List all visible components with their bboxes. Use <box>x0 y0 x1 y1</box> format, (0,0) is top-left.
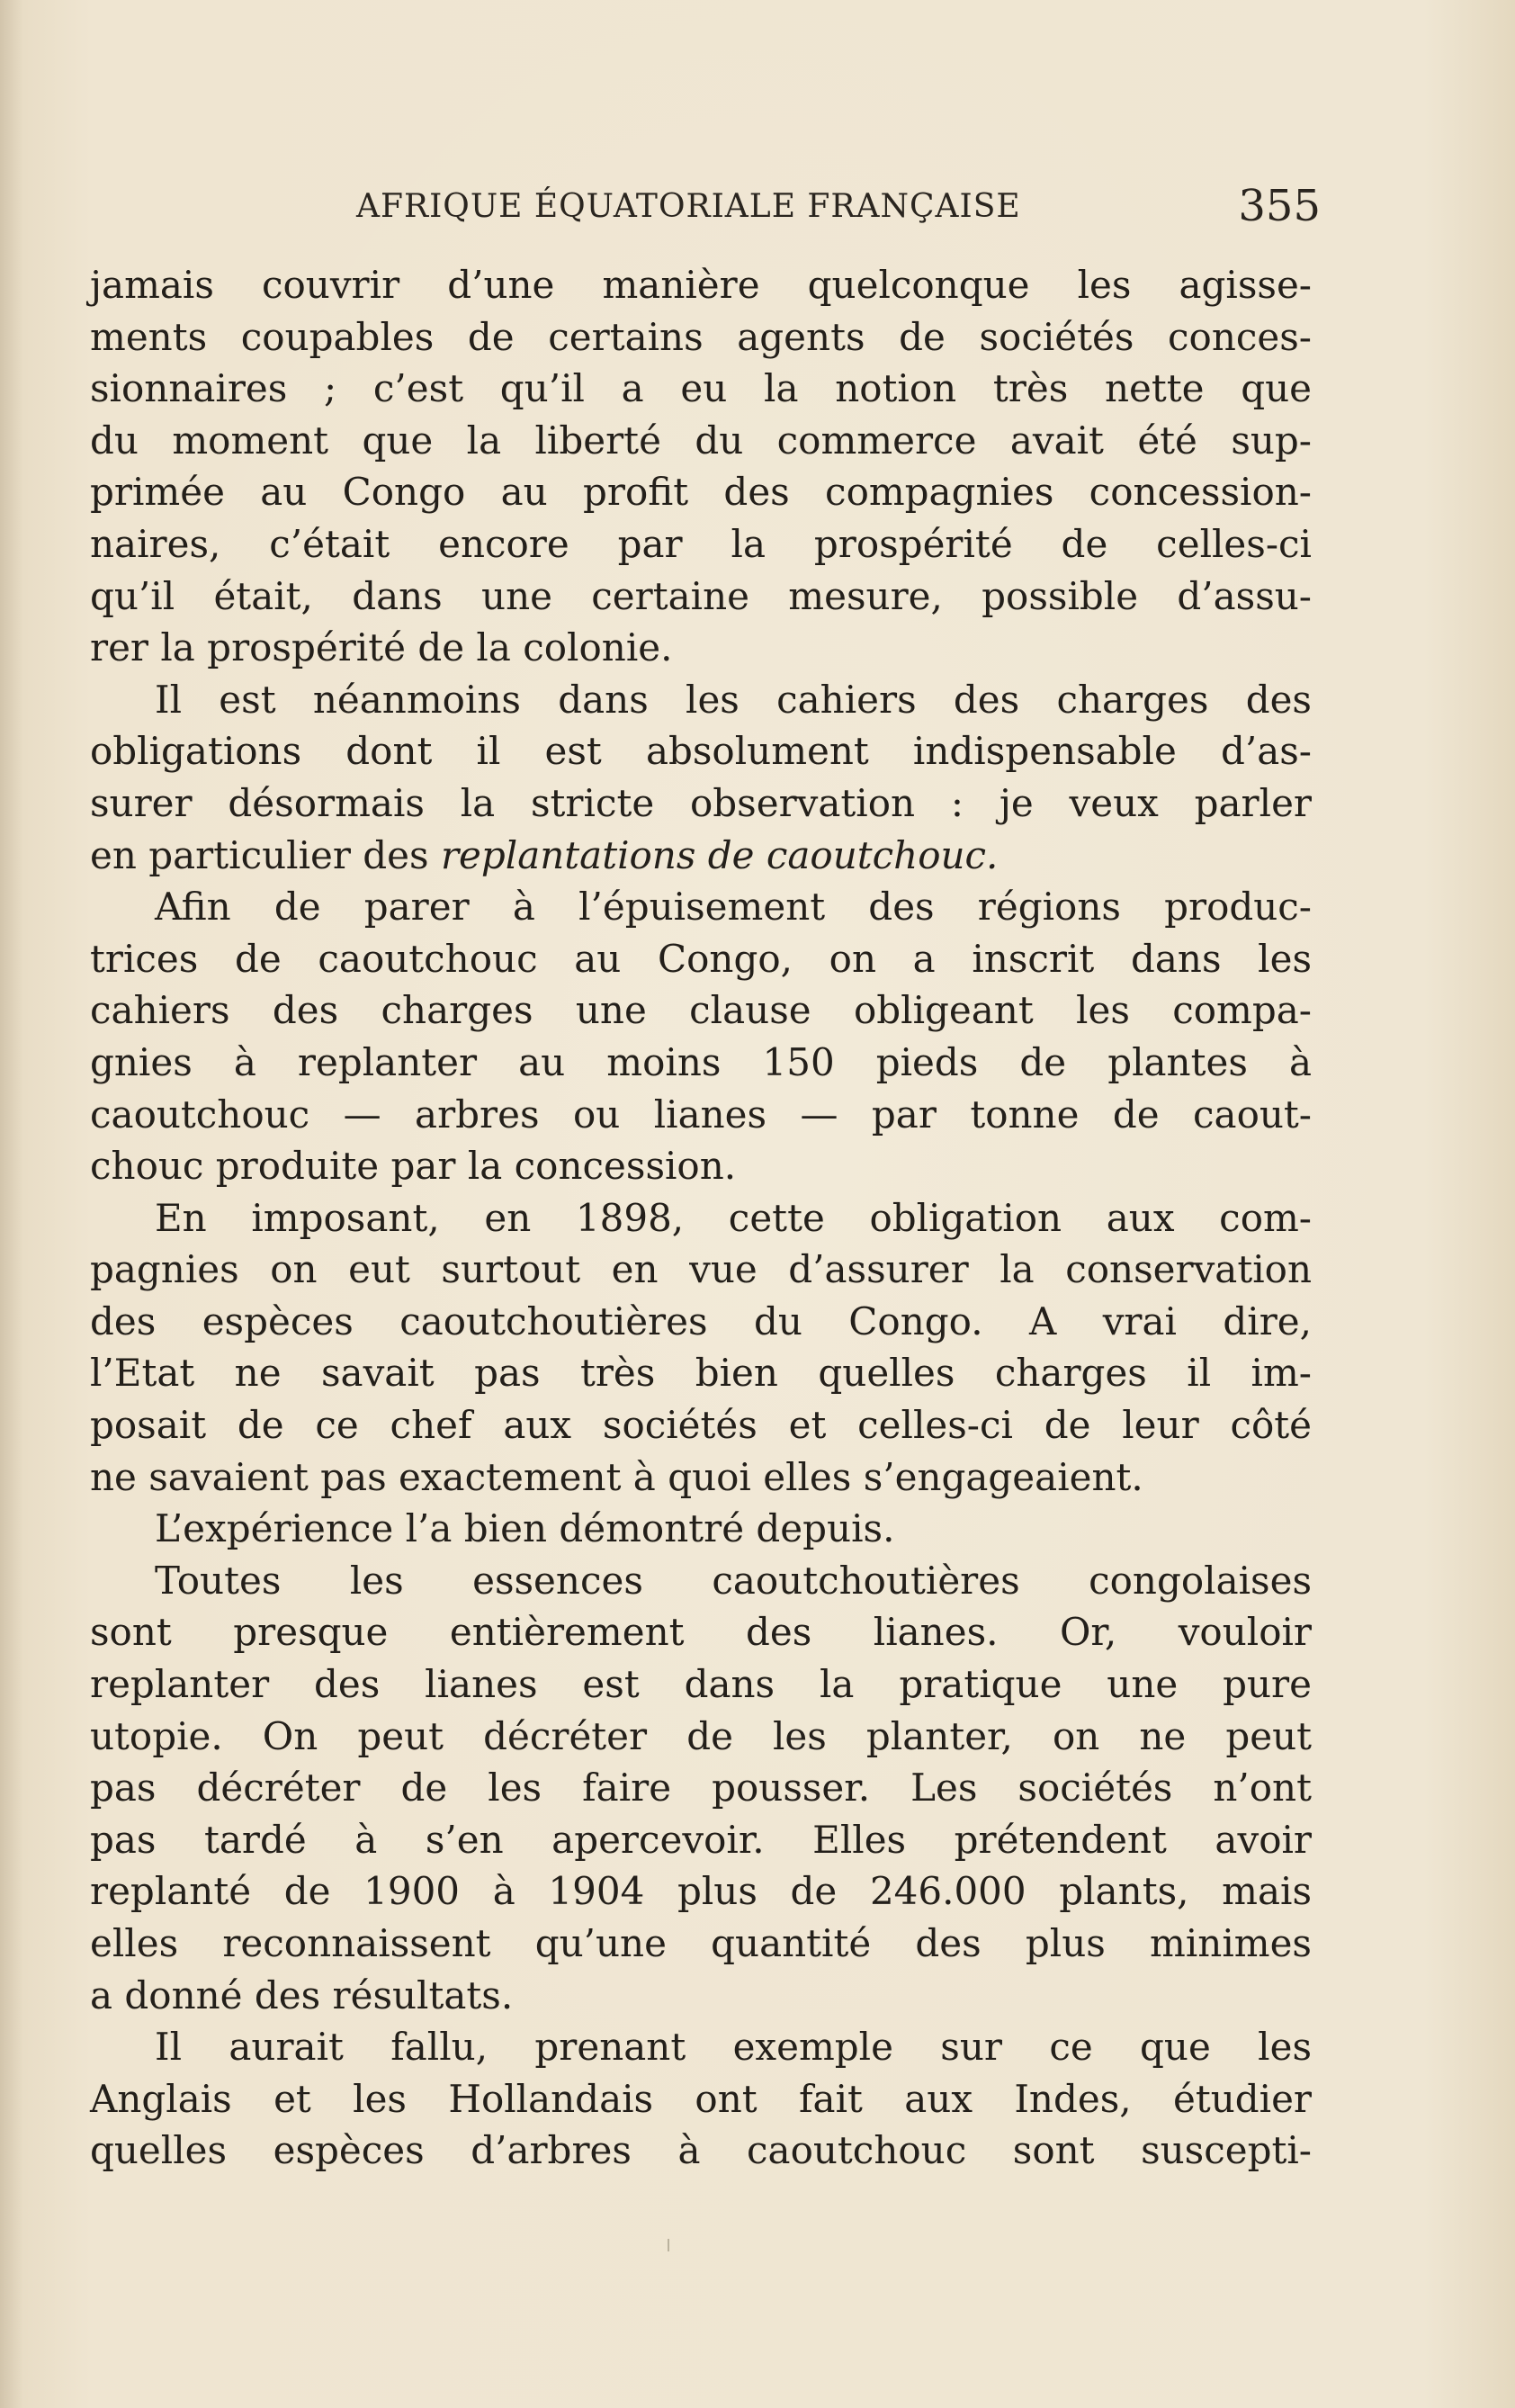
text-line: surer désormais la stricte observation : je veux parler <box>90 780 1312 825</box>
text-line: des espèces caoutchoutières du Congo. A vrai dire, <box>90 1298 1312 1343</box>
text-line: caoutchouc — arbres ou lianes — par tonne de caout- <box>90 1092 1312 1137</box>
text-run: en particulier des <box>90 832 429 877</box>
text-line: Il aurait fallu, prenant exemple sur ce que les <box>155 2025 1312 2070</box>
text-line: pas décréter de les faire pousser. Les sociétés n’ont <box>90 1766 1312 1810</box>
text-line: pas tardé à s’en apercevoir. Elles prétendent avoir <box>90 1817 1312 1862</box>
text-line: replanter des lianes est dans la pratique une pure <box>90 1662 1312 1707</box>
text-line: replanté de 1900 à 1904 plus de 246.000 plants, mais <box>90 1869 1312 1914</box>
text-line: chouc produite par la concession. <box>90 1144 737 1189</box>
text-line: quelles espèces d’arbres à caoutchouc sont suscepti- <box>90 2128 1312 2173</box>
text-line: obligations dont il est absolument indispensable d’as- <box>90 729 1312 774</box>
text-line: Toutes les essences caoutchoutières congolaises <box>155 1558 1312 1603</box>
text-line: gnies à replanter au moins 150 pieds de plantes à <box>90 1039 1312 1084</box>
text-line: cahiers des charges une clause obligeant les compa- <box>90 988 1312 1033</box>
italic-run: replantations de caoutchouc. <box>440 832 999 877</box>
running-head-title: AFRIQUE ÉQUATORIALE FRANÇAISE <box>356 188 1021 225</box>
text-line: rer la prospérité de la colonie. <box>90 625 673 670</box>
text-line: En imposant, en 1898, cette obligation aux com- <box>155 1195 1312 1240</box>
text-line: L’expérience l’a bien démontré depuis. <box>155 1506 895 1551</box>
text-line: Anglais et les Hollandais ont fait aux Indes, étudier <box>90 2076 1312 2121</box>
text-line: pagnies on eut surtout en vue d’assurer la conservation <box>90 1247 1312 1292</box>
body-text <box>90 259 1312 2177</box>
running-head <box>90 181 1321 231</box>
text-line: Afin de parer à l’épuisement des régions produc- <box>155 885 1312 930</box>
text-line: ne savaient pas exactement à quoi elles s’engageaient. <box>90 1454 1143 1499</box>
text-line: trices de caoutchouc au Congo, on a inscrit dans les <box>90 936 1312 981</box>
paper-speck <box>668 2239 669 2251</box>
text-line: a donné des résultats. <box>90 1972 514 2017</box>
text-line: ments coupables de certains agents de sociétés conces- <box>90 314 1312 359</box>
text-line-with-italic <box>90 830 1312 882</box>
text-line: primée au Congo au profit des compagnies concession- <box>90 470 1312 515</box>
spine-shadow <box>0 0 23 2408</box>
text-line: sionnaires ; c’est qu’il a eu la notion très nette que <box>90 366 1312 411</box>
text-line: l’Etat ne savait pas très bien quelles charges il im- <box>90 1351 1312 1396</box>
text-line: naires, c’était encore par la prospérité de celles-ci <box>90 521 1312 566</box>
text-line: qu’il était, dans une certaine mesure, possible d’assu- <box>90 573 1312 618</box>
text-line: sont presque entièrement des lianes. Or, vouloir <box>90 1610 1312 1655</box>
text-line: posait de ce chef aux sociétés et celles-ci de leur côté <box>90 1403 1312 1448</box>
text-line: utopie. On peut décréter de les planter, on ne peut <box>90 1713 1312 1758</box>
text-line: du moment que la liberté du commerce avait été sup- <box>90 418 1312 463</box>
text-line: Il est néanmoins dans les cahiers des charges des <box>155 677 1312 722</box>
page-number: 355 <box>1238 181 1321 231</box>
text-line: jamais couvrir d’une manière quelconque les agisse- <box>90 263 1312 307</box>
text-line: elles reconnaissent qu’une quantité des plus minimes <box>90 1921 1312 1965</box>
